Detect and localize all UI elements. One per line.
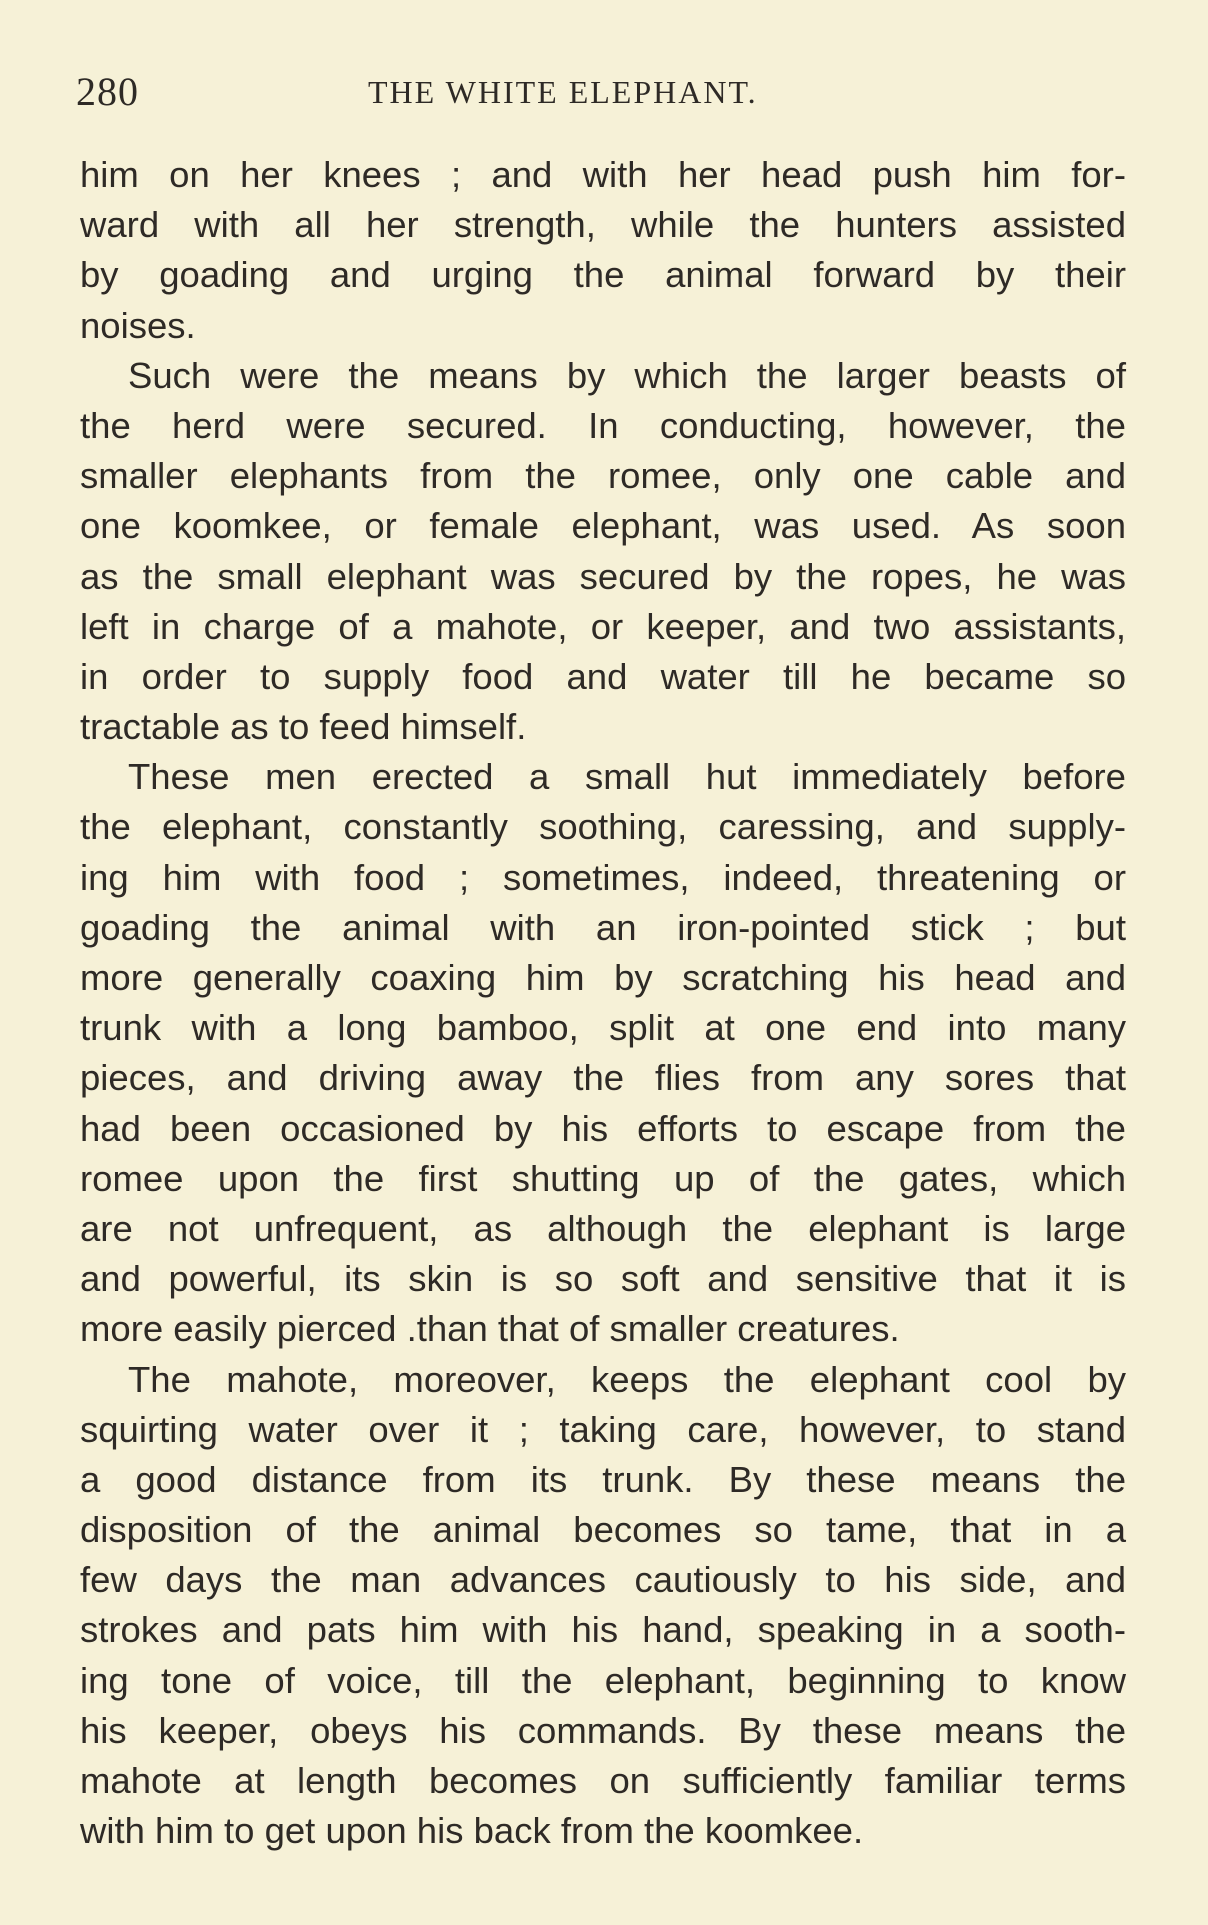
text-line: in order to supply food and water till he became so	[80, 655, 1126, 697]
text-line: These men erected a small hut immediately before	[128, 756, 1126, 798]
text-line: The mahote, moreover, keeps the elephant cool by	[128, 1358, 1126, 1400]
text-line: one koomkee, or female elephant, was used. As soon	[80, 505, 1126, 547]
text-line: tractable as to feed himself.	[80, 706, 527, 748]
body-text	[80, 150, 1126, 1856]
text-line: and powerful, its skin is so soft and sensitive that it is	[80, 1258, 1126, 1300]
text-line: by goading and urging the animal forward by their	[80, 254, 1126, 296]
text-line: more generally coaxing him by scratching his head and	[80, 957, 1126, 998]
text-line: him on her knees ; and with her head push him for-	[80, 154, 1126, 195]
text-line: left in charge of a mahote, or keeper, and two assistants,	[80, 605, 1126, 647]
text-line: few days the man advances cautiously to his side, and	[80, 1559, 1126, 1601]
text-line: had been occasioned by his efforts to escape from the	[80, 1107, 1126, 1149]
text-line: a good distance from its trunk. By these means the	[80, 1458, 1126, 1500]
text-line: more easily pierced .than that of smaller creatures.	[80, 1308, 900, 1350]
text-line: with him to get upon his back from the koomkee.	[80, 1810, 864, 1852]
text-line: ing him with food ; sometimes, indeed, threatening or	[80, 856, 1126, 898]
text-line: squirting water over it ; taking care, however, to stand	[80, 1408, 1126, 1450]
text-line: the herd were secured. In conducting, however, the	[80, 404, 1126, 446]
text-line: the elephant, constantly soothing, caressing, and supply-	[80, 806, 1126, 848]
text-line: pieces, and driving away the flies from any sores that	[80, 1057, 1126, 1099]
running-head	[76, 68, 1136, 118]
text-line: goading the animal with an iron-pointed stick ; but	[80, 906, 1126, 948]
text-line: disposition of the animal becomes so tame, that in a	[80, 1509, 1126, 1551]
page-number: 280	[76, 69, 139, 114]
text-line: ward with all her strength, while the hunters assisted	[80, 204, 1126, 246]
text-line: trunk with a long bamboo, split at one end into many	[80, 1007, 1126, 1049]
text-line: ing tone of voice, till the elephant, beginning to know	[80, 1659, 1126, 1701]
text-line: romee upon the first shutting up of the gates, which	[80, 1157, 1126, 1199]
text-line: as the small elephant was secured by the ropes, he was	[80, 555, 1126, 597]
text-line: noises.	[80, 304, 196, 346]
text-line: strokes and pats him with his hand, speaking in a sooth-	[80, 1609, 1126, 1651]
text-line: mahote at length becomes on sufficiently familiar terms	[80, 1760, 1126, 1801]
text-line: Such were the means by which the larger beasts of	[128, 354, 1126, 396]
text-line: smaller elephants from the romee, only one cable and	[80, 455, 1126, 497]
running-title: THE WHITE ELEPHANT.	[368, 74, 758, 110]
text-line: are not unfrequent, as although the elephant is large	[80, 1207, 1126, 1249]
text-line: his keeper, obeys his commands. By these means the	[80, 1709, 1126, 1751]
